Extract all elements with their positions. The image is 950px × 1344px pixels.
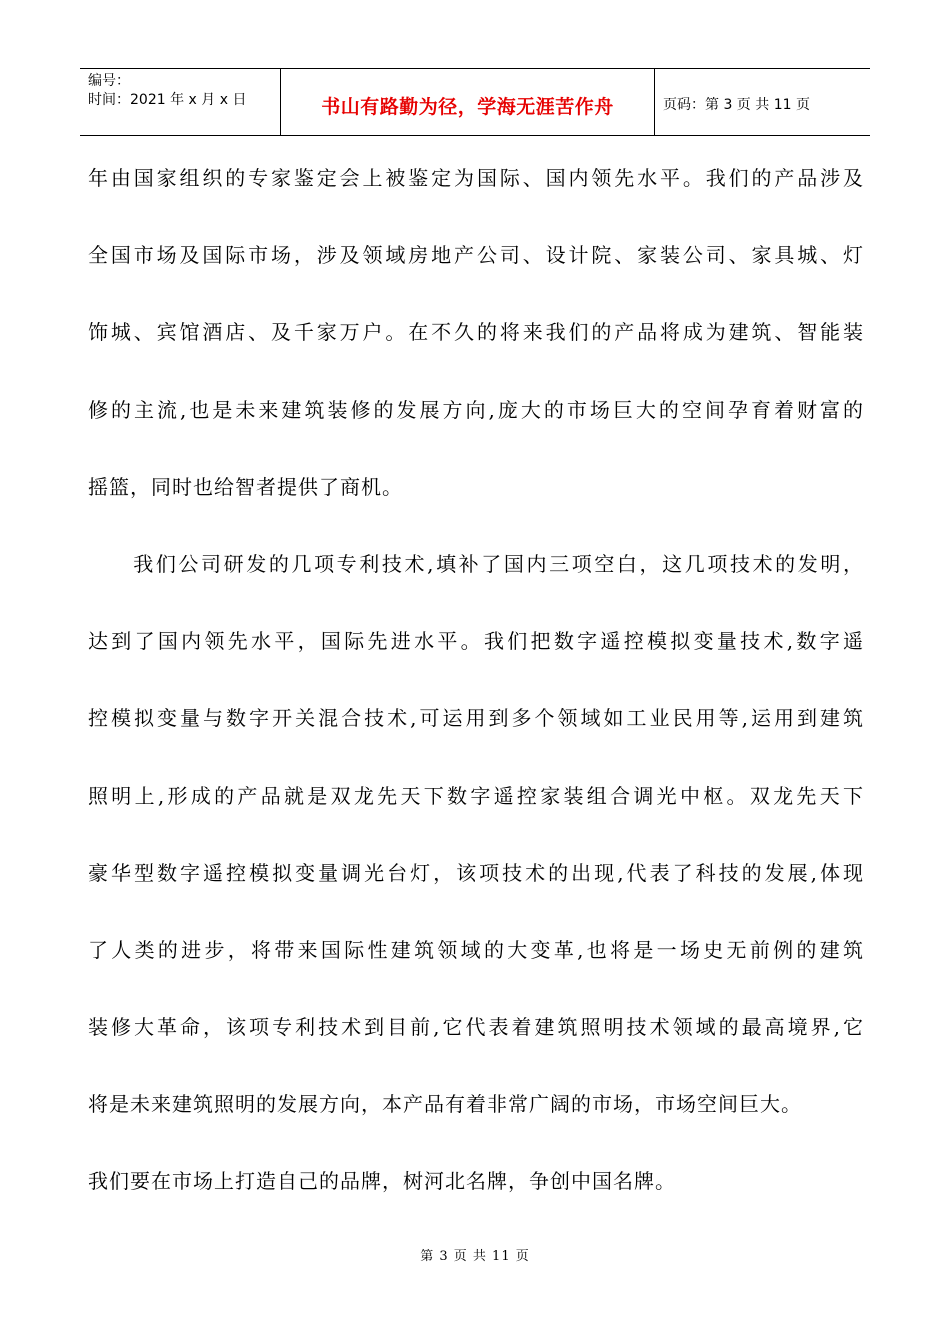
body-line: 修的主流,也是未来建筑装修的发展方向,庞大的市场巨大的空间孕育着财富的: [88, 397, 863, 422]
body-line: 了人类的进步，将带来国际性建筑领域的大变革,也将是一场史无前例的建筑: [88, 937, 863, 962]
document-body: [88, 164, 863, 1245]
header-meta-cell: [80, 69, 281, 135]
page-footer: 第 3 页 共 11 页: [420, 1249, 530, 1264]
document-date-label: 时间：2021 年 x 月 x 日: [88, 92, 247, 108]
document-number-label: 编号：: [88, 73, 130, 89]
body-line: 我们要在市场上打造自己的品牌，树河北名牌，争创中国名牌。: [88, 1169, 676, 1194]
body-line: 摇篮，同时也给智者提供了商机。: [88, 474, 403, 499]
page-header: [80, 68, 870, 136]
body-line: 饰城、宾馆酒店、及千家万户。在不久的将来我们的产品将成为建筑、智能装: [88, 320, 863, 345]
body-line: 照明上,形成的产品就是双龙先天下数字遥控家装组合调光中枢。双龙先天下: [88, 783, 863, 808]
body-line: 我们公司研发的几项专利技术,填补了国内三项空白，这几项技术的发明，: [88, 551, 863, 576]
body-line: 装修大革命，该项专利技术到目前,它代表着建筑照明技术领域的最高境界,它: [88, 1015, 863, 1040]
body-line: 将是未来建筑照明的发展方向，本产品有着非常广阔的市场，市场空间巨大。: [88, 1092, 802, 1117]
header-page-info: 页码：第 3 页 共 11 页: [663, 97, 810, 113]
body-line: 年由国家组织的专家鉴定会上被鉴定为国际、国内领先水平。我们的产品涉及: [88, 166, 863, 190]
header-motto: 书山有路勤为径，学海无涯苦作舟: [281, 69, 655, 135]
body-line: 控模拟变量与数字开关混合技术,可运用到多个领域如工业民用等,运用到建筑: [88, 706, 863, 731]
body-line: 全国市场及国际市场，涉及领域房地产公司、设计院、家装公司、家具城、灯: [88, 243, 863, 268]
body-line: 豪华型数字遥控模拟变量调光台灯，该项技术的出现,代表了科技的发展,体现: [88, 860, 863, 885]
body-line: 达到了国内领先水平，国际先进水平。我们把数字遥控模拟变量技术,数字遥: [88, 629, 863, 654]
